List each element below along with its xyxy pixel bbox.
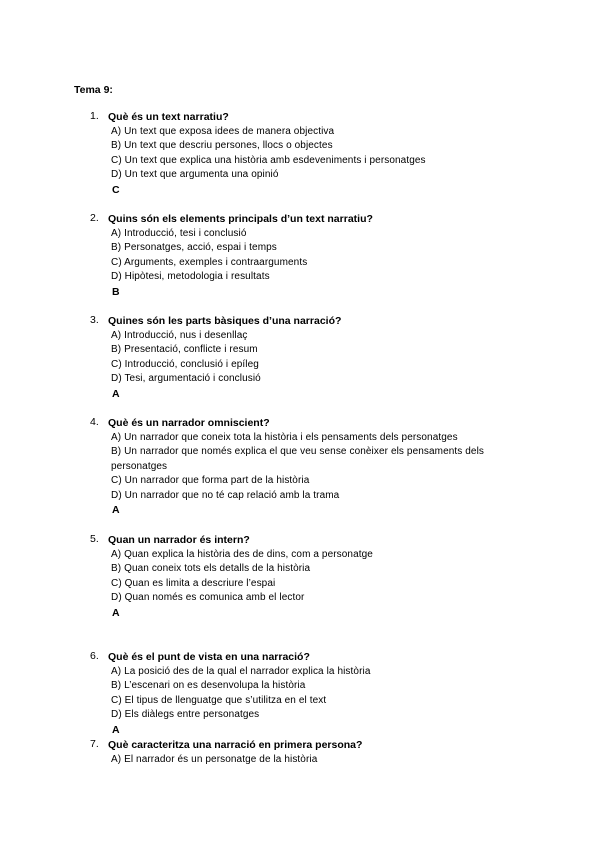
option-d: D) Quan només es comunica amb el lector xyxy=(111,592,305,604)
option-b: B) Quan coneix tots els detalls de la història xyxy=(111,563,311,575)
question-text: Què és el punt de vista en una narració? xyxy=(108,651,310,663)
option-c: C) Introducció, conclusió i epíleg xyxy=(111,358,259,370)
answer-key: A xyxy=(112,723,120,736)
option-c: C) Quan es limita a descriure l’espai xyxy=(111,577,276,589)
option-c: C) Un narrador que forma part de la història xyxy=(111,475,310,487)
question-4 xyxy=(0,416,600,518)
option-a: A) Quan explica la història des de dins, com a personatge xyxy=(111,548,373,560)
option-d: D) Tesi, argumentació i conclusió xyxy=(111,373,261,385)
question-text: Quins són els elements principals d’un text narratiu? xyxy=(108,213,373,225)
options-list xyxy=(111,227,531,285)
question-2 xyxy=(0,212,600,299)
options-list xyxy=(111,329,531,387)
option-d: D) Un narrador que no té cap relació amb la trama xyxy=(111,489,340,501)
page-title: Tema 9: xyxy=(74,84,113,96)
option-a: A) Introducció, tesi i conclusió xyxy=(111,227,247,239)
question-3 xyxy=(0,314,600,401)
option-a: A) Un narrador que coneix tota la història i els pensaments dels personatges xyxy=(111,431,458,443)
question-number: 1. xyxy=(90,110,99,122)
question-text: Quines són les parts bàsiques d’una narració? xyxy=(108,315,342,327)
question-number: 2. xyxy=(90,212,99,224)
question-7 xyxy=(0,738,600,767)
question-number: 4. xyxy=(90,416,99,428)
answer-key: A xyxy=(112,387,120,400)
option-a: A) El narrador és un personatge de la història xyxy=(111,753,318,765)
option-c: C) El tipus de llenguatge que s’utilitza en el text xyxy=(111,694,327,706)
options-list xyxy=(111,665,531,723)
option-b: B) L’escenari on es desenvolupa la història xyxy=(111,680,306,692)
question-1 xyxy=(0,110,600,197)
option-d: D) Els diàlegs entre personatges xyxy=(111,709,260,721)
question-text: Què és un text narratiu? xyxy=(108,111,229,123)
answer-key: C xyxy=(112,183,120,196)
option-d: D) Hipòtesi, metodologia i resultats xyxy=(111,271,270,283)
answer-key: B xyxy=(112,285,120,298)
option-c: C) Arguments, exemples i contraarguments xyxy=(111,256,308,268)
option-b: B) Personatges, acció, espai i temps xyxy=(111,242,277,254)
question-number: 5. xyxy=(90,533,99,545)
options-list xyxy=(111,753,531,768)
option-a: A) Un text que exposa idees de manera objectiva xyxy=(111,125,335,137)
options-list xyxy=(111,125,531,183)
options-list xyxy=(111,431,531,504)
question-number: 7. xyxy=(90,738,99,750)
question-number: 3. xyxy=(90,314,99,326)
option-c: C) Un text que explica una història amb esdeveniments i personatges xyxy=(111,154,426,166)
option-a: A) Introducció, nus i desenllaç xyxy=(111,329,248,341)
option-a: A) La posició des de la qual el narrador explica la història xyxy=(111,665,371,677)
question-text: Què és un narrador omniscient? xyxy=(108,417,270,429)
question-number: 6. xyxy=(90,650,99,662)
question-5 xyxy=(0,533,600,620)
option-b: B) Un narrador que només explica el que veu sense conèixer els pensaments dels personatges xyxy=(111,446,485,472)
options-list xyxy=(111,548,531,606)
answer-key: A xyxy=(112,504,120,517)
option-b: B) Un text que descriu persones, llocs o objectes xyxy=(111,140,333,152)
answer-key: A xyxy=(112,606,120,619)
question-6 xyxy=(0,650,600,737)
option-b: B) Presentació, conflicte i resum xyxy=(111,344,258,356)
option-d: D) Un text que argumenta una opinió xyxy=(111,169,279,181)
question-text: Quan un narrador és intern? xyxy=(108,534,250,546)
question-text: Què caracteritza una narració en primera persona? xyxy=(108,739,363,751)
